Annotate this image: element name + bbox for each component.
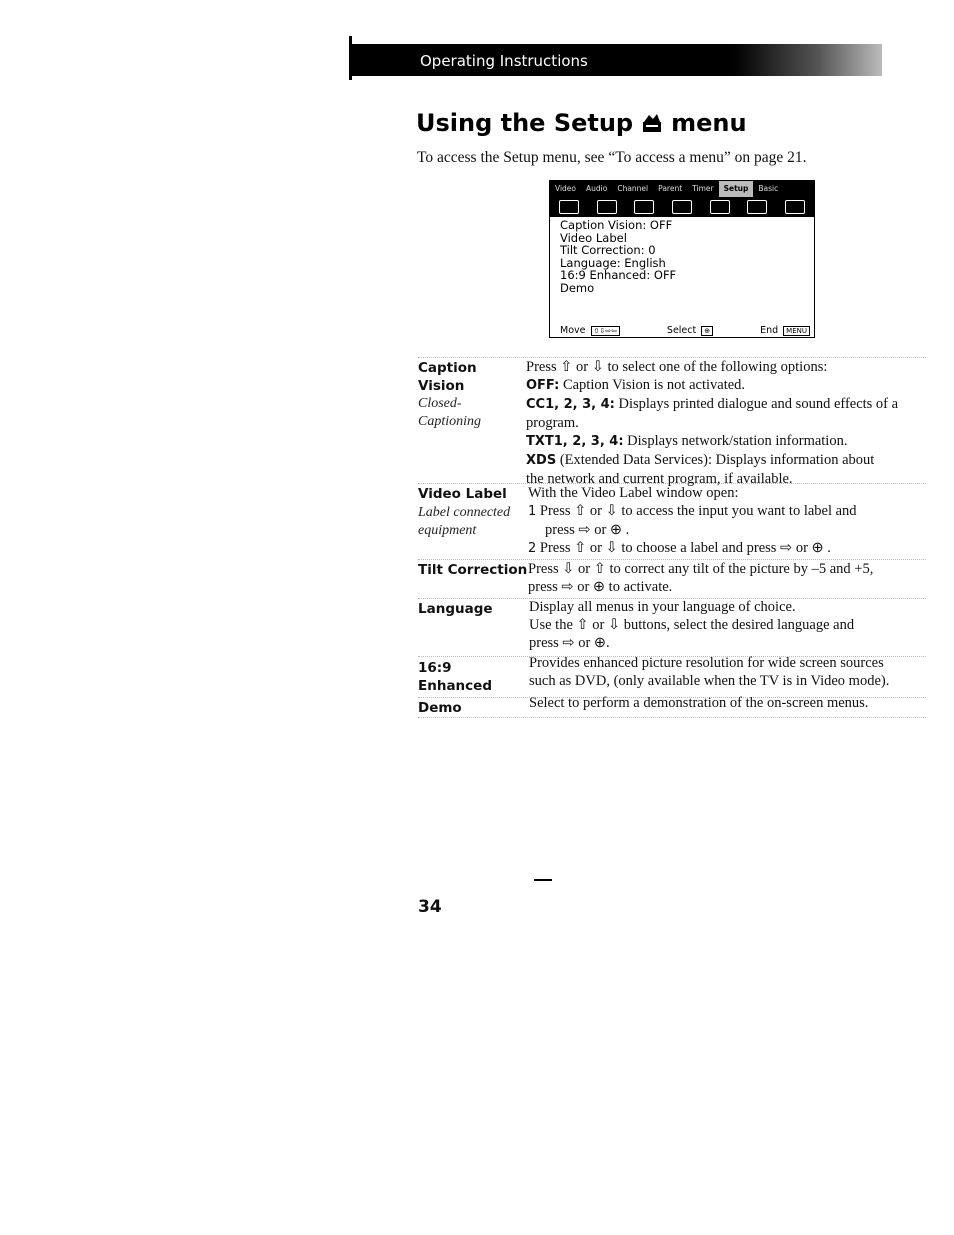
setup-menu-screenshot [549, 180, 815, 338]
tab-timer[interactable]: Timer [692, 184, 714, 193]
setup-toolbox-icon [641, 113, 663, 133]
menu-item-caption-vision[interactable]: Caption Vision: OFF [560, 218, 673, 232]
tab-parent[interactable]: Parent [658, 184, 683, 193]
option-tilt-correction [418, 560, 926, 598]
menu-tabs [550, 181, 814, 197]
menu-footer [560, 325, 810, 336]
tab-basic[interactable]: Basic [758, 184, 779, 193]
page-title [416, 109, 747, 137]
parent-icon [672, 200, 692, 214]
option-term: Language [418, 601, 493, 617]
video-icon [559, 200, 579, 214]
menu-key-icon: MENU [783, 326, 810, 336]
option-description: Press ⇩ or ⇧ to correct any tilt of the picture by –5 and +5, press ⇨ or ⊕ to activate. [528, 561, 874, 595]
channel-icon [634, 200, 654, 214]
option-language [418, 599, 926, 655]
footer-select: Select ⊕ [667, 325, 713, 336]
basic-icon [785, 200, 805, 214]
option-caption-vision [418, 358, 926, 487]
page-number: 34 [418, 897, 442, 917]
option-term: 16:9 Enhanced [418, 660, 492, 694]
audio-icon [597, 200, 617, 214]
arrow-keys-icon: ⇧⇩⇨⇦ [591, 326, 620, 336]
footer-end: End MENU [760, 325, 810, 336]
tab-channel[interactable]: Channel [617, 184, 649, 193]
option-term: Caption Vision Closed- Captioning [418, 360, 482, 429]
menu-item-video-label[interactable]: Video Label [560, 230, 627, 245]
menu-item-language[interactable]: Language: English [560, 255, 666, 270]
option-description: Press ⇧ or ⇩ to select one of the following options: OFF: Caption Vision is not activated. CC1, 2, 3, 4: Displays printed dialogue and sound effects of a program. TXT1, 2, 3, 4: Displays network/station information. XDS (Extended Data Services): Displays information about the network and current program, if available. [526, 359, 899, 487]
footer-move: Move ⇧⇩⇨⇦ [560, 325, 620, 336]
option-description: Select to perform a demonstration of the on-screen menus. [529, 695, 869, 711]
menu-options-list [560, 219, 676, 294]
menu-item-tilt-correction[interactable]: Tilt Correction: 0 [560, 243, 656, 257]
page-title-suffix: menu [671, 109, 747, 137]
tab-audio[interactable]: Audio [586, 184, 608, 193]
timer-icon [710, 200, 730, 214]
page-title-text: Using the Setup [416, 109, 634, 137]
divider [534, 879, 552, 881]
intro-text: To access the Setup menu, see “To access a menu” on page 21. [417, 149, 807, 166]
select-key-icon: ⊕ [701, 326, 713, 336]
tab-setup[interactable]: Setup [719, 181, 754, 197]
section-header: Operating Instructions [420, 52, 588, 70]
option-description: With the Video Label window open: 1 Press ⇧ or ⇩ to access the input you want to label and press ⇨ or ⊕ . 2 Press ⇧ or ⇩ to choose a label and press ⇨ or ⊕ . [528, 485, 857, 556]
option-term: Demo [418, 700, 462, 716]
tab-video[interactable]: Video [555, 184, 577, 193]
option-term: Tilt Correction [418, 562, 528, 578]
option-video-label [418, 484, 926, 558]
option-description: Provides enhanced picture resolution for wide screen sources such as DVD, (only available when the TV is in Video mode). [529, 655, 890, 689]
option-16-9-enhanced [418, 657, 926, 697]
menu-item-demo[interactable]: Demo [560, 280, 595, 295]
setup-icon [747, 200, 767, 214]
option-term: Video Label Label connected equipment [418, 486, 511, 538]
menu-icon-row [550, 197, 814, 217]
option-description: Display all menus in your language of choice. Use the ⇧ or ⇩ buttons, select the desired language and press ⇨ or ⊕. [529, 599, 855, 651]
option-demo [418, 695, 926, 718]
menu-item-enhanced[interactable]: 16:9 Enhanced: OFF [560, 268, 677, 282]
